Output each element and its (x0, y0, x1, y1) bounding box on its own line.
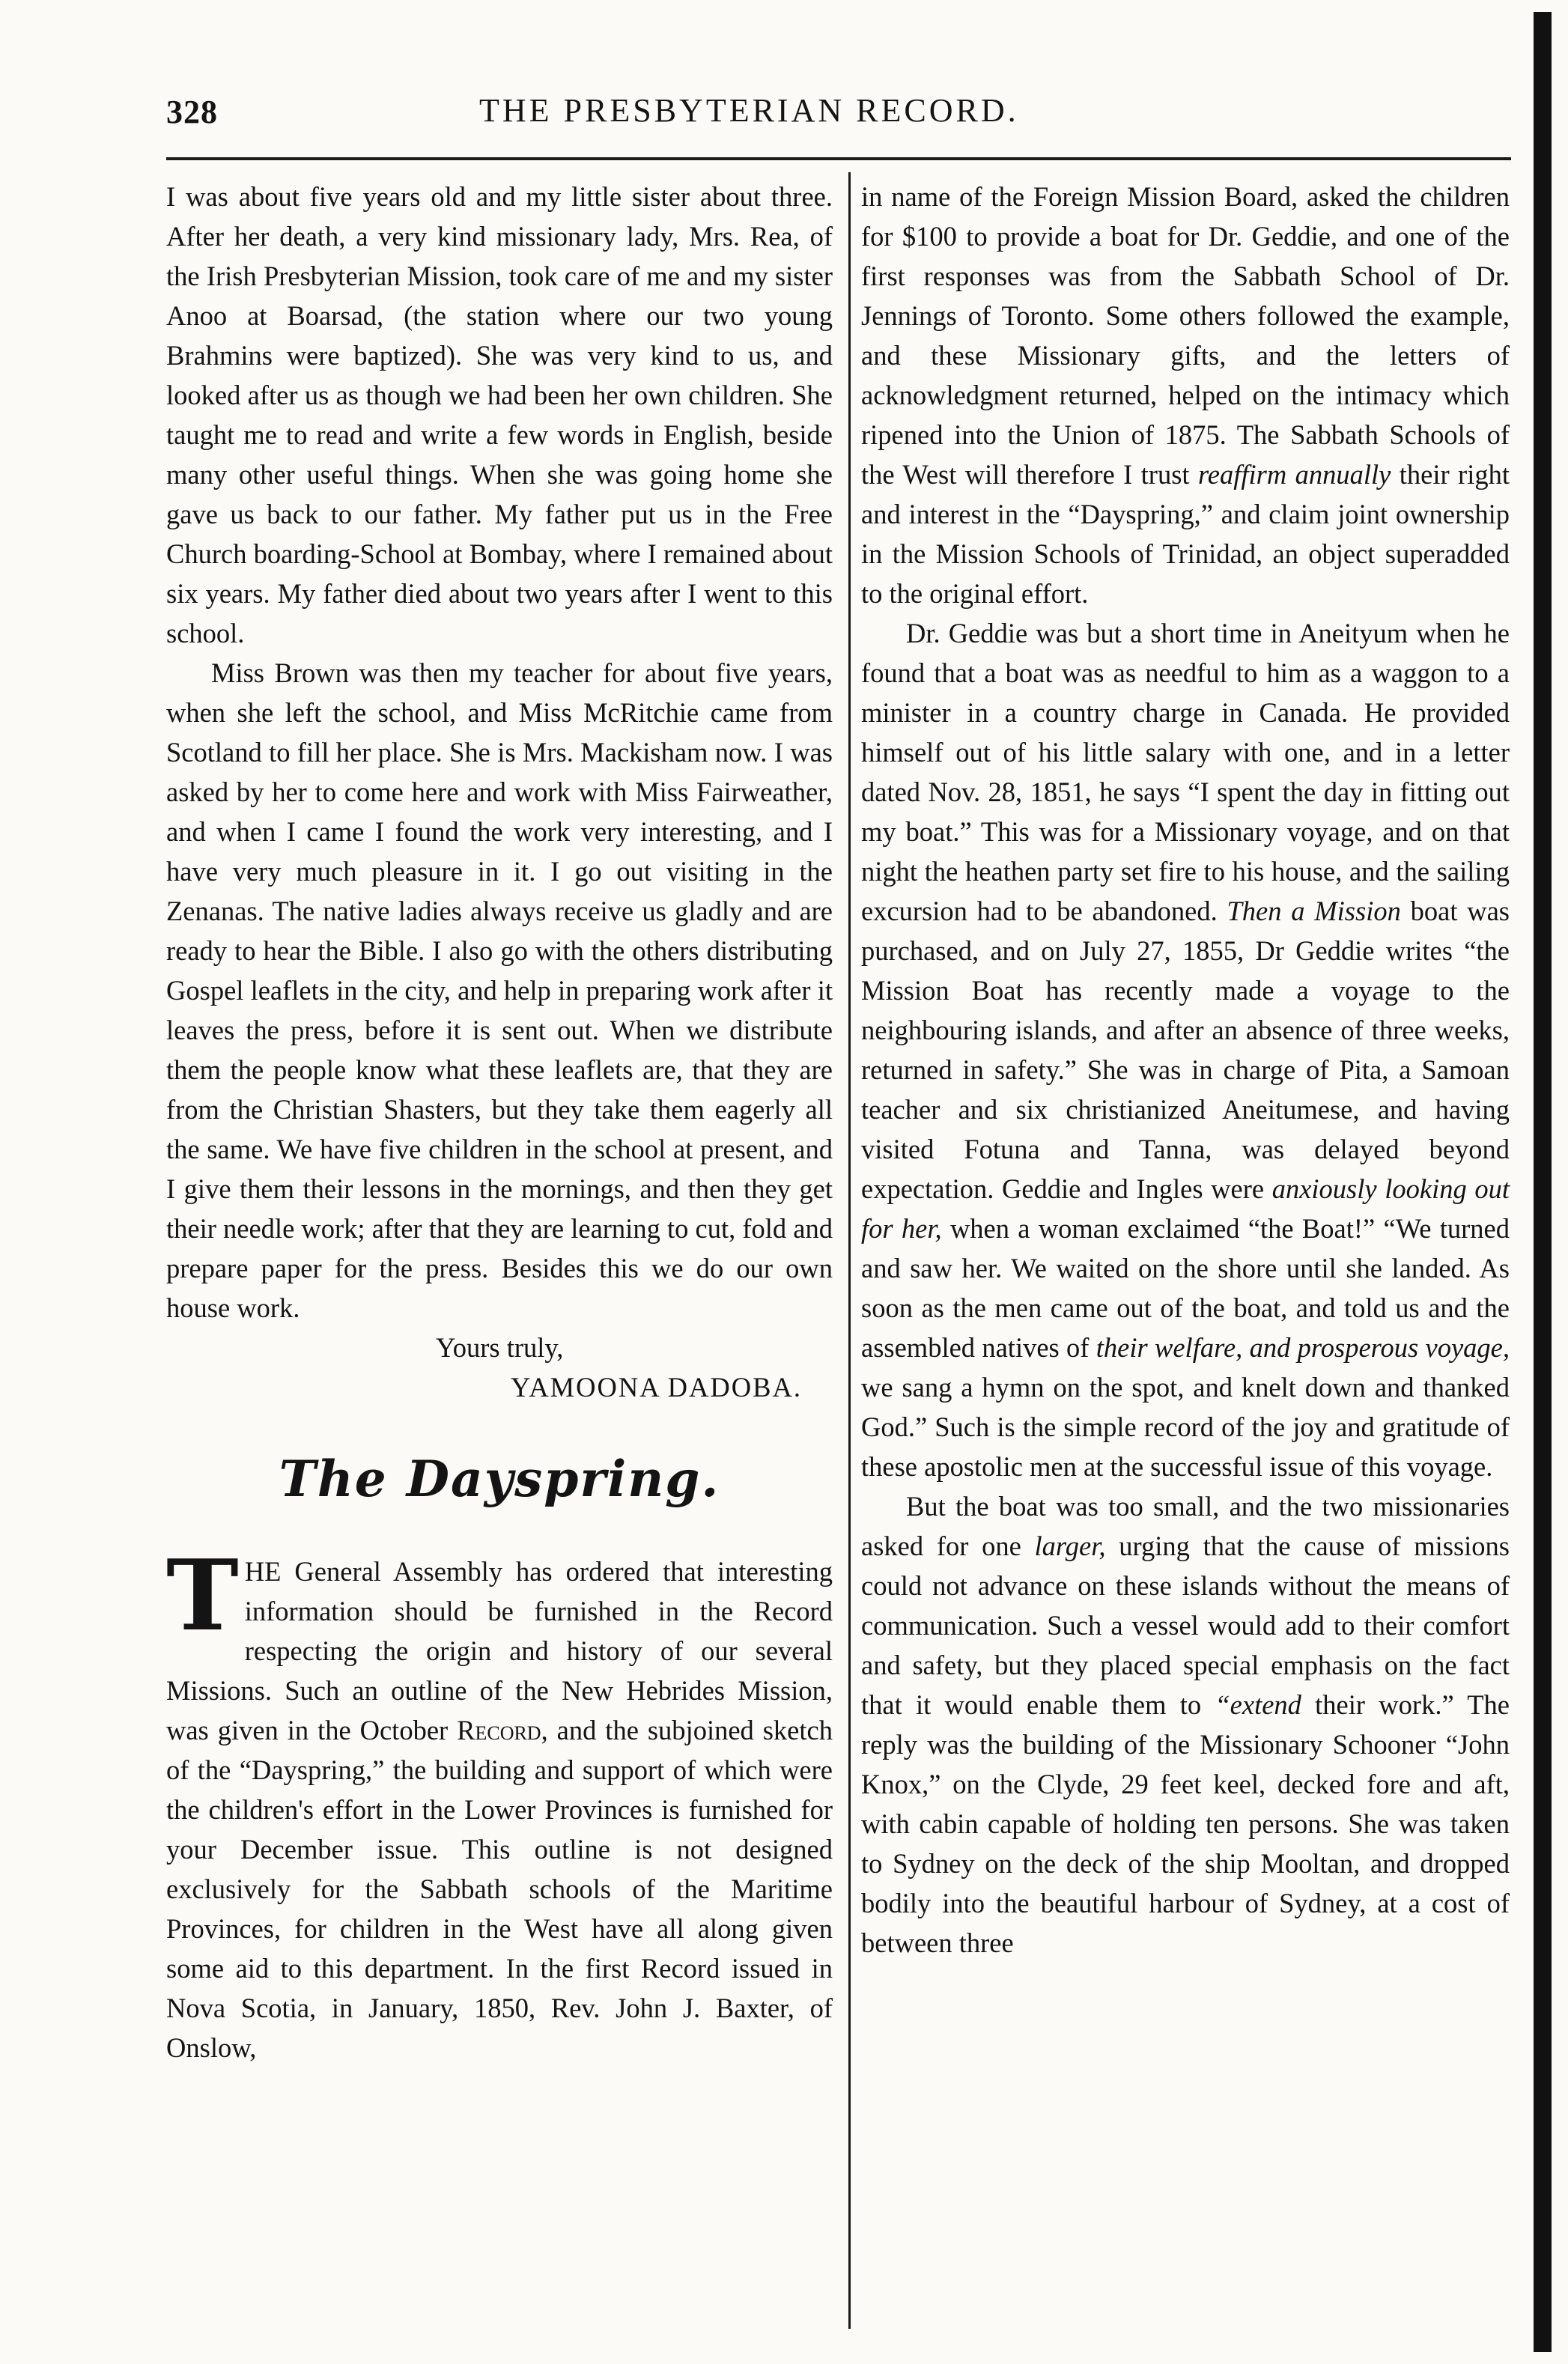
body-text: boat was purchased, and on July 27, 1855, Dr Geddie writes “the Mission Boat has recently made a voyage to the neighbouring islands, and after an absence of three weeks, returned in safety.” She was in charge of Pita, a Samoan teacher and six christianized Aneitumese, and having visited Fotuna and Tanna, was delayed beyond expectation. Geddie and Ingles were (861, 896, 1510, 1204)
page-number: 328 (166, 94, 218, 130)
scan-edge-bar (1534, 12, 1552, 2352)
italic-text: larger, (1034, 1531, 1106, 1561)
dayspring-paragraph (166, 1538, 833, 2067)
letter-signoff: Yours truly, (436, 1332, 564, 1363)
section-title: The Dayspring. (279, 1450, 720, 1508)
left-column (166, 177, 833, 2067)
dayspring-paragraph (861, 613, 1510, 1486)
italic-text: anxiously looking out for her, (861, 1173, 1510, 1244)
header-rule (166, 157, 1511, 160)
letter-paragraph: Miss Brown was then my teacher for about five years, when she left the school, and Miss McRitchie came from Scotland to fill her place. She is Mrs. Mackisham now. I was asked by her to come here and work with Miss Fairweather, and when I came I found the work very interesting, and I have very much pleasure in it. I go out visiting in the Zenanas. The native ladies always receive us gladly and are ready to hear the Bible. I also go with the others distributing Gospel leaflets in the city, and help in preparing work after it leaves the press, before it is sent out. When we distribute them the people know what these leaflets are, that they are from the Christian Shasters, but they take them eagerly all the same. We have five children in the school at present, and I give them their lessons in the mornings, and then they get their needle work; after that they are learning to cut, fold and prepare paper for the press. Besides this we do our own house work. (166, 657, 833, 1323)
dayspring-text: , and the subjoined sketch of the “Dayspring,” the building and support of which were the children's effort in the Lower Provinces is furnished for your December issue. This outline is not designed exclusively for the Sabbath schools of the Maritime Provinces, for children in the West have all along given some aid to this department. In the first Record issued in Nova Scotia, in January, 1850, Rev. John J. Baxter, of Onslow, (166, 1715, 833, 2063)
letter-signature: YAMOONA DADOBA. (511, 1372, 802, 1403)
body-text: Dr. Geddie was but a short time in Aneityum when he found that a boat was as needful to him as a waggon to a minister in a country charge in Canada. He provided himself out of his little salary with one, and in a letter dated Nov. 28, 1851, he says “I spent the day in fitting out my boat.” This was for a Missionary voyage, and on that night the heathen party set fire to his house, and the sailing excursion had to be abandoned. (861, 618, 1510, 926)
body-text: their right and interest in the “Dayspring,” and claim joint ownership in the Mission Schools of Trinidad, an object superadded to the original effort. (861, 459, 1510, 609)
running-title: THE PRESBYTERIAN RECORD. (479, 92, 1019, 129)
italic-text: their welfare, and prosperous voyage, (1096, 1332, 1510, 1363)
dayspring-paragraph (861, 1486, 1510, 1963)
italic-text: “extend (1215, 1689, 1301, 1720)
body-text: urging that the cause of missions could not advance on these islands without the means of communication. Such a vessel would add to their comfort and safety, but they placed special emphasis on the fact that it would enable them to (861, 1531, 1510, 1720)
column-divider (848, 172, 851, 2329)
right-column (861, 177, 1510, 1963)
letter-paragraph: I was about five years old and my little sister about three. After her death, a very kind missionary lady, Mrs. Rea, of the Irish Presbyterian Mission, took care of me and my sister Anoo at Boarsad, (the station where our two young Brahmins were baptized). She was very kind to us, and looked after us as though we had been her own children. She taught me to read and write a few words in English, beside many other useful things. When she was going home she gave us back to our father. My father put us in the Free Church boarding-School at Bombay, where I remained about six years. My father died about two years after I went to this school. (166, 181, 833, 648)
body-text: when a woman exclaimed “the Boat!” “We turned and saw her. We waited on the shore until she landed. As soon as the men came out of the boat, and told us and the assembled natives of (861, 1213, 1510, 1363)
dayspring-paragraph (861, 177, 1510, 613)
body-text: their work.” The reply was the building of the Missionary Schooner “John Knox,” on the Clyde, 29 feet keel, decked fore and aft, with cabin capable of holding ten persons. She was taken to Sydney on the deck of the ship Mooltan, and dropped bodily into the beautiful harbour of Sydney, at a cost of between three (861, 1689, 1510, 1958)
record-word: Record (457, 1715, 541, 1745)
italic-text: Then a Mission (1227, 896, 1401, 926)
body-text: we sang a hymn on the spot, and knelt down and thanked God.” Such is the simple record of the joy and gratitude of these apostolic men at the successful issue of this voyage. (861, 1372, 1510, 1482)
italic-text: reaffirm annually (1197, 459, 1391, 490)
body-text: But the boat was too small, and the two missionaries asked for one (861, 1491, 1510, 1561)
drop-cap: T (166, 1538, 239, 1653)
dayspring-text: HE General Assembly has ordered that interesting information should be furnished in the Record respecting the origin and history of our several Missions. Such an outline of the New Hebrides Mission, was given in the October (166, 1556, 833, 1745)
body-text: in name of the Foreign Mission Board, asked the children for $100 to provide a boat for Dr. Geddie, and one of the first responses was from the Sabbath School of Dr. Jennings of Toronto. Some others followed the example, and these Missionary gifts, and the letters of acknowledgment returned, helped on the intimacy which ripened into the Union of 1875. The Sabbath Schools of the West will therefore I trust (861, 181, 1510, 490)
